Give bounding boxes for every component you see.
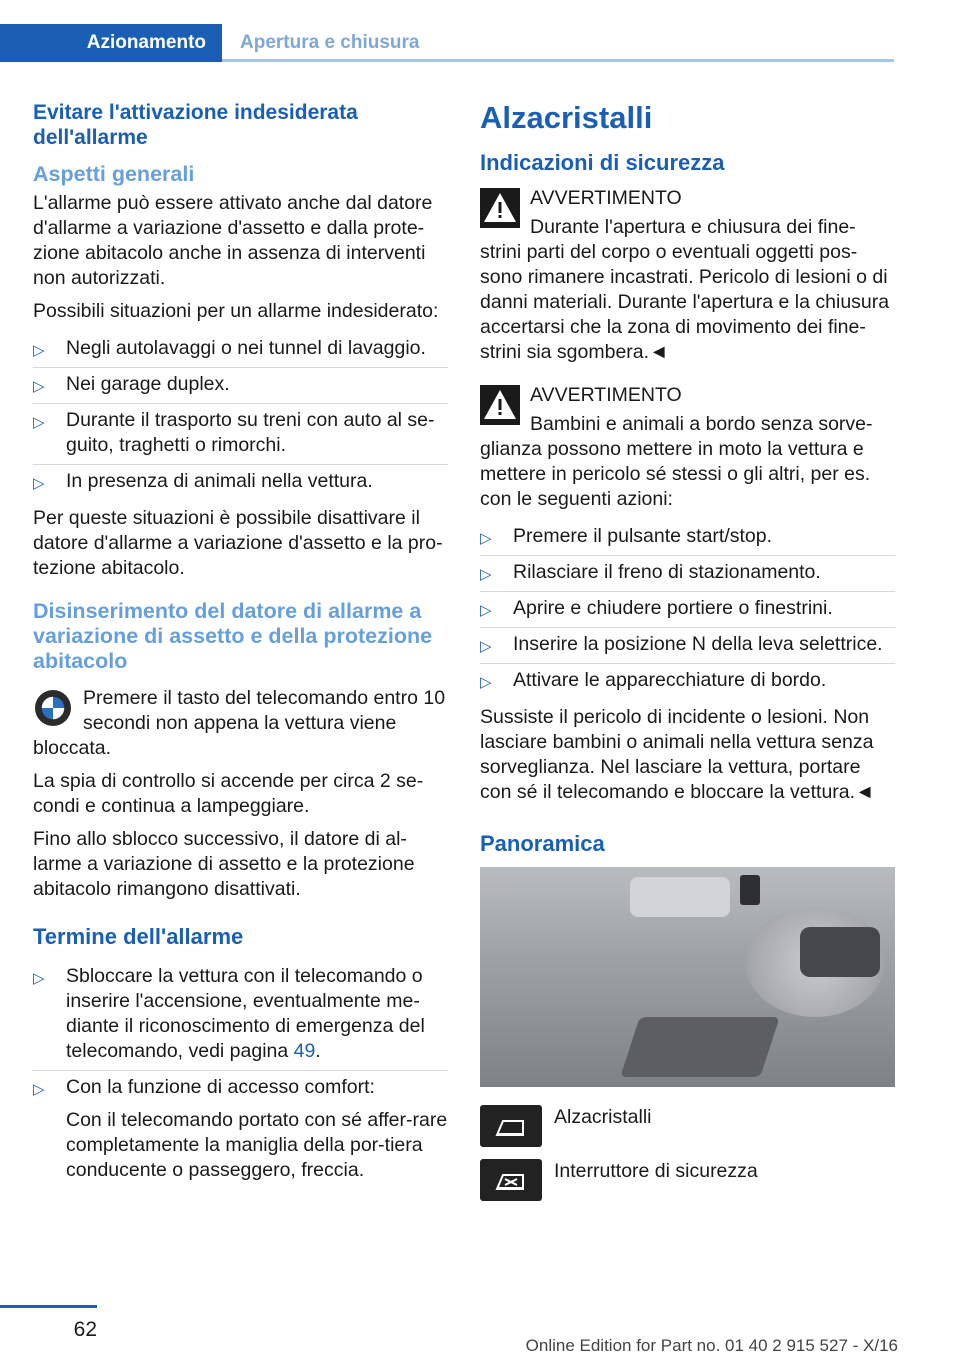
list-item: ▷ Nei garage duplex.	[33, 368, 448, 404]
list-item: ▷ Attivare le apparecchiature di bordo.	[480, 664, 895, 699]
triangle-bullet-icon: ▷	[33, 1081, 45, 1098]
bullet-list-azioni	[480, 520, 895, 699]
list-item: ▷ In presenza di animali nella vettura.	[33, 465, 448, 500]
header-rule	[222, 59, 894, 62]
edition-note: Online Edition for Part no. 01 40 2 915 527 - X/16	[525, 1336, 898, 1355]
triangle-bullet-icon: ▷	[480, 674, 492, 691]
page-link-49[interactable]: 49	[293, 1040, 316, 1062]
photo-lock-switch	[740, 875, 760, 905]
bullet-list-termine	[33, 960, 448, 1189]
warning-text-1: Durante l'apertura e chiusura dei fine-strini parti del corpo o eventuali oggetti pos-sono rimanere incastrati. Pericolo di lesioni o di danni materiali. Durante l'apertura e la chiusura accertarsi che la zona di movimento dei fine-strini sia sgombera.◄	[480, 216, 890, 363]
list-item: ▷ Con la funzione di accesso comfort: Con il telecomando portato con sé affer-rare completamente la maniglia della por-tiera conducente o passeggero, freccia.	[33, 1076, 448, 1181]
heading-panoramica: Panoramica	[480, 831, 605, 856]
triangle-bullet-icon: ▷	[33, 414, 45, 431]
triangle-bullet-icon: ▷	[480, 530, 492, 547]
right-column	[480, 100, 895, 1213]
footer-rule	[0, 1305, 97, 1308]
tab-apertura-chiusura: Apertura e chiusura	[240, 32, 420, 53]
safety-switch-icon	[480, 1159, 542, 1201]
legend-label: Interruttore di sicurezza	[554, 1159, 758, 1182]
warning-block-1	[480, 186, 895, 365]
list-item: ▷ Inserire la posizione N della leva selettrice.	[480, 628, 895, 664]
heading-evitare: Evitare l'attivazione indesiderata dell'allarme	[33, 101, 358, 149]
list-item: ▷ Aprire e chiudere portiere o finestrini.	[480, 592, 895, 628]
paragraph-intro: L'allarme può essere attivato anche dal datore d'allarme a variazione d'assetto e dalla prote-zione abitacolo anche in assenza di interventi non autorizzati.	[33, 192, 433, 289]
list-item: ▷ Negli autolavaggi o nei tunnel di lavaggio.	[33, 332, 448, 368]
paragraph-premere-tasto: Premere il tasto del telecomando entro 10 secondi non appena la vettura viene bloccata.	[33, 687, 446, 759]
paragraph-spia: La spia di controllo si accende per circa 2 se-condi e continua a lampeggiare.	[33, 770, 424, 817]
photo-light-switch	[800, 927, 880, 977]
warning-title-1: AVVERTIMENTO	[530, 187, 682, 209]
legend-alzacristalli	[480, 1105, 895, 1147]
left-column	[33, 100, 448, 1195]
list-item: ▷ Rilasciare il freno di stazionamento.	[480, 556, 895, 592]
triangle-bullet-icon: ▷	[480, 566, 492, 583]
triangle-bullet-icon: ▷	[33, 475, 45, 492]
triangle-bullet-icon: ▷	[480, 602, 492, 619]
list-item: ▷ Premere il pulsante start/stop.	[480, 520, 895, 556]
tab-azionamento: Azionamento	[0, 24, 222, 62]
heading-termine-allarme: Termine dell'allarme	[33, 924, 244, 949]
triangle-bullet-icon: ▷	[33, 378, 45, 395]
heading-disinserimento: Disinserimento del datore di allarme a variazione di assetto e della protezione abitacolo	[33, 599, 433, 673]
triangle-bullet-icon: ▷	[480, 638, 492, 655]
warning-title-2: AVVERTIMENTO	[530, 384, 682, 406]
door-panel-photo	[480, 867, 895, 1087]
warning-triangle-icon	[480, 385, 520, 425]
warning-triangle-icon	[480, 188, 520, 228]
triangle-bullet-icon: ▷	[33, 342, 45, 359]
photo-window-switch-panel	[620, 1017, 779, 1077]
heading-indicazioni-sicurezza: Indicazioni di sicurezza	[480, 150, 725, 175]
page-number: 62	[73, 1318, 97, 1341]
bullet-list-situazioni	[33, 332, 448, 500]
list-item: ▷ Sbloccare la vettura con il telecomando o inserire l'accensione, eventualmente me-diante il riconoscimento di emergenza del telecomando, vedi pagina 49.	[33, 960, 448, 1071]
warning-text-2: Bambini e animali a bordo senza sorve-glianza possono mettere in moto la vettura e mettere in pericolo sé stessi o gli altri, per es. con le seguenti azioni:	[480, 413, 873, 510]
list-item: ▷ Durante il trasporto su treni con auto al se-guito, traghetti o rimorchi.	[33, 404, 448, 465]
triangle-bullet-icon: ▷	[33, 970, 45, 987]
window-lifter-icon	[480, 1105, 542, 1147]
paragraph-situazioni: Possibili situazioni per un allarme indesiderato:	[33, 300, 439, 322]
paragraph-pericolo: Sussiste il pericolo di incidente o lesioni. Non lasciare bambini o animali nella vettura senza sorveglianza. Nel lasciare la vettura, portare con sé il telecomando e bloccare la vettura.◄	[480, 706, 875, 803]
photo-door-handle	[630, 877, 730, 917]
bmw-key-icon	[33, 688, 73, 728]
paragraph-sblocco: Fino allo sblocco successivo, il datore di al-larme a variazione di assetto e la protezione abitacolo rimangono disattivati.	[33, 828, 415, 900]
paragraph-disattivare: Per queste situazioni è possibile disattivare il datore d'allarme a variazione d'assetto e la pro-tezione abitacolo.	[33, 507, 443, 579]
warning-block-2	[480, 383, 895, 512]
legend-label: Alzacristalli	[554, 1105, 652, 1128]
heading-alzacristalli: Alzacristalli	[480, 100, 653, 135]
heading-aspetti-generali: Aspetti generali	[33, 162, 195, 186]
legend-interruttore-sicurezza	[480, 1159, 895, 1201]
